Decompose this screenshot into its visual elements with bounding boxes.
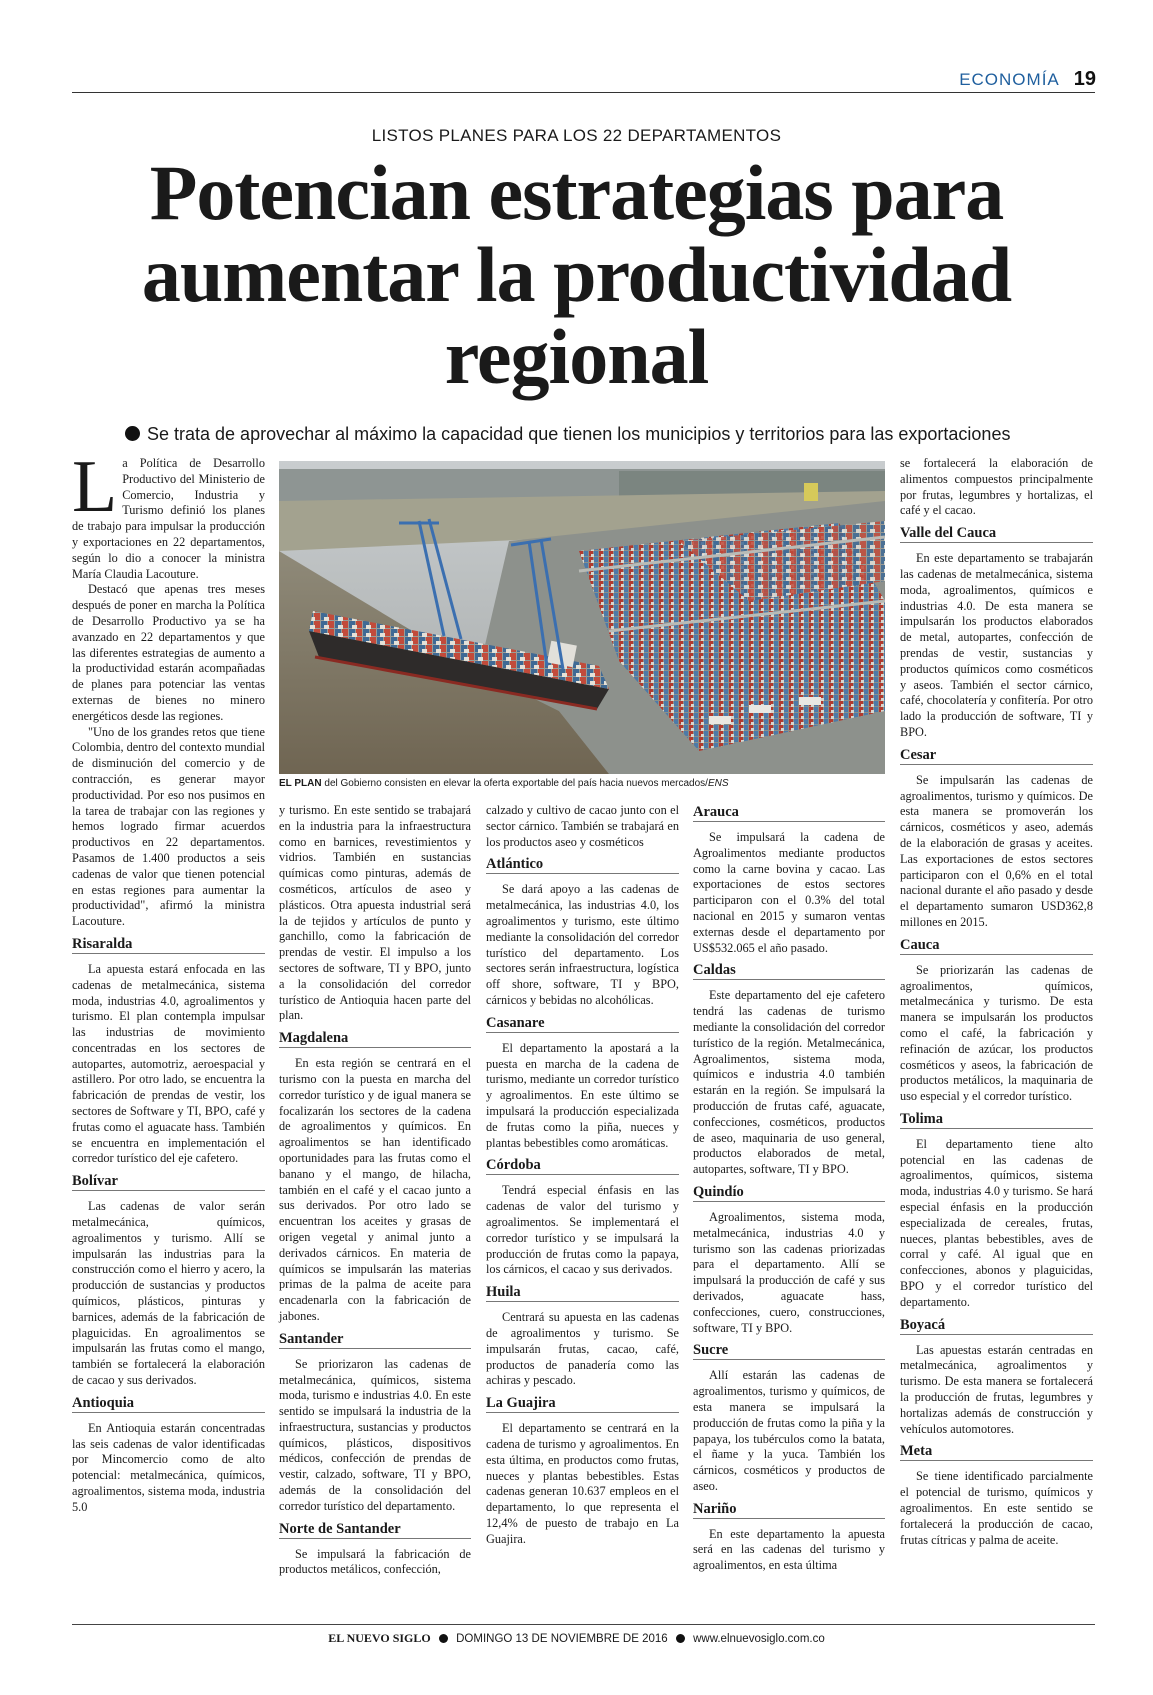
column-2 [279, 803, 471, 1578]
section-title-antioquia: Antioquia [72, 1394, 265, 1413]
section-title-cesar: Cesar [900, 746, 1093, 765]
section-title-cordoba: Córdoba [486, 1156, 679, 1175]
section-title-caldas: Caldas [693, 961, 885, 980]
section-title-santander: Santander [279, 1330, 471, 1349]
deck-text: Se trata de aprovechar al máximo la capacidad que tienen los municipios y territorios para las exportaciones [147, 424, 1011, 444]
newspaper-brand: EL NUEVO SIGLO [328, 1631, 431, 1645]
kicker: LISTOS PLANES PARA LOS 22 DEPARTAMENTOS [371, 126, 782, 145]
section-title-valle: Valle del Cauca [900, 524, 1093, 543]
header-rule [72, 92, 1095, 93]
section-text-cauca: Se priorizarán las cadenas de agroalimentos, químicos, metalmecánica y turismo. De esta manera se impulsarán los productos como el café, la fabricación y refinación de azúcar, los productos cosméticos y aseos, la fabricación de productos metálicos, la maquinaria de uso especial y el corredor turístico. [900, 962, 1093, 1104]
section-title-bolivar: Bolívar [72, 1172, 265, 1191]
section-title-casanare: Casanare [486, 1014, 679, 1033]
section-text-risaralda: La apuesta estará enfocada en las cadenas de metalmecánica, sistema moda, industrias 4.0, agroalimentos y turismo. El plan contempla impulsar las industrias de movimiento concentradas en los sectores de autopartes, automotriz, aeroespacial y astillero. Por otro lado, se encuentra la fabricación de prendas de vestir, los sectores de Software y TI, BPO, café y frutas como el aguacate hass. También se encuentra en implementación el corredor turístico del eje cafetero. [72, 961, 265, 1166]
section-text-magdalena: En esta región se centrará en el turismo con la puesta en marcha del corredor turístico y de igual manera se focalizarán los sectores de la cadena de agroalimentos y químicos. En agroalimentos se han identificado oportunidades para las frutas como el banano y el mango, de hilacha, también en el café y el cacao junto a sus derivados. Por otro lado se encuentran los aceites y grasas de origen vegetal y animal junto a derivados cárnicos. En materia de químicos se impulsarán las materias primas de la palma de aceite para encadenarla con la fabricación de jabones. [279, 1056, 471, 1323]
section-text-boyaca: Las apuestas estarán centradas en metalmecánica, agroalimentos y turismo. De esta manera se fortalecerá la producción de frutas, legumbres y hortalizas además de construcción y vehículos automotores. [900, 1342, 1093, 1436]
column-1 [72, 446, 265, 1516]
page-number: 19 [1073, 68, 1096, 90]
deck [125, 424, 1065, 445]
section-title-guajira: La Guajira [486, 1394, 679, 1413]
section-title-quindio: Quindío [693, 1183, 885, 1202]
headline: Potencian estrategias para aumentar la productividad regional [141, 149, 1012, 400]
section-text-guajira: El departamento se centrará en la cadena de turismo y agroalimentos. En esta última, en productos como frutas, nueces y plantas bebestibles. Estas cadenas generan 10.637 empleos en el departamento, lo que representa el 12,4% de puesto de trabajo en La Guajira. [486, 1421, 679, 1546]
intro-paragraph-3: "Uno de los grandes retos que tiene Colombia, dentro del contexto mundial de disminución del comercio y de contracción, es generar mayor productividad. Por eso nos pusimos en la tarea de trabajar con las regiones y hemos logrado firmar acuerdos productivos en 22 departamentos. Pasamos de 1.400 productos a seis cadenas de valor que tienen potencial en estas regiones para aumentar la productividad", afirmó la ministra Lacouture. [72, 724, 265, 929]
section-name: ECONOMÍA [959, 70, 1060, 89]
bullet-icon [125, 426, 140, 441]
section-text-cordoba: Tendrá especial énfasis en las cadenas de valor del turismo y agroalimentos. Se implementará el corredor turístico y se impulsará la producción de frutas como la papaya, los cárnicos, el cacao y sus derivados. [486, 1183, 679, 1277]
bullet-icon [676, 1634, 685, 1643]
section-title-sucre: Sucre [693, 1341, 885, 1360]
bullet-icon [439, 1634, 448, 1643]
section-text-sucre: Allí estarán las cadenas de agroalimentos, turismo y químicos, de esta manera se impulsará la producción de frutas como la piña y la papaya, los tubérculos como la batata, el ñame y la yuca. También los cárnicos, cosméticos y productos de aseo. [693, 1368, 885, 1493]
footer-rule [72, 1624, 1095, 1625]
section-text-quindio: Agroalimentos, sistema moda, metalmecánica, industrias 4.0 y turismo son las cadenas priorizadas para el departamento. Allí se impulsará la producción de café y sus derivados, aguacate hass, confecciones, cuero, construcciones, software, TI y BPO. [693, 1209, 885, 1335]
section-text-antioquia-cont: y turismo. En este sentido se trabajará en la industria para la infraestructura como en barnices, revestimientos y vidrios. También en sustancias químicas como pinturas, además de cosméticos, artículos de aseo y plásticos. Otra apuesta industrial será la de tejidos y artículos de punto y ganchillo, como la fabricación de prendas de vestir. El impulso a los sectores de software, TI y BPO, junto a la consolidación del corredor turístico de Antioquia hacen parte del plan. [279, 803, 471, 1023]
page-header [959, 68, 1096, 91]
section-text-atlantico: Se dará apoyo a las cadenas de metalmecánica, las industrias 4.0, los agroalimentos y turismo, este último mediante la consolidación del corredor turístico del departamento. Los sectores serán infraestructura, logística off shore, software, TI y BPO, cárnicos y bebidas no alcohólicas. [486, 882, 679, 1007]
column-3 [486, 803, 679, 1547]
section-text-cesar: Se impulsarán las cadenas de agroalimentos, turismo y químicos. De esta manera se promoverán los cárnicos, cosméticos y aseo, además de la elaboración de grasas y aceites. Las exportaciones de estos sectores participaron con el 0,6% en el total nacional durante el año pasado y desde el departamento sumaron USD362,8 millones en 2015. [900, 772, 1093, 929]
section-title-tolima: Tolima [900, 1110, 1093, 1129]
port-container-ship-photo [279, 461, 885, 774]
section-text-arauca: Se impulsará la cadena de Agroalimentos mediante productos como la carne bovina y cacao. Las exportaciones de estos sectores participaron con el 0.3% del total nacional en 2015 y sumaron ventas externas desde el departamento por US$532.065 el año pasado. [693, 830, 885, 955]
section-title-arauca: Arauca [693, 803, 885, 822]
section-text-norte-santander: Se impulsará la fabricación de productos metálicos, confección, [279, 1546, 471, 1577]
section-title-huila: Huila [486, 1283, 679, 1302]
section-title-magdalena: Magdalena [279, 1029, 471, 1048]
column-4 [693, 803, 885, 1574]
intro-paragraph-2: Destacó que apenas tres meses después de poner en marcha la Política de Desarrollo Productivo ya se ha avanzado en 22 departamentos y que las diferentes estrategias de aumento a la productividad estarán acompañadas de planes para potenciar las ventas externas de bienes no minero energéticos desde las regiones. [72, 582, 265, 723]
section-title-cauca: Cauca [900, 936, 1093, 955]
section-text-valle: En este departamento se trabajarán las cadenas de metalmecánica, sistema moda, agroalimentos, químicos e industrias 4.0. De esta manera se impulsarán los productos elaborados de metal, autopartes, confección de prendas de vestir, sustancias y productos químicos como cosméticos y aseos. También el sector cárnico, café, chocolatería y confitería. Por otro lado la producción de software, TI y BPO. [900, 551, 1093, 739]
section-title-norte-santander: Norte de Santander [279, 1520, 471, 1539]
section-text-casanare: El departamento la apostará a la puesta en marcha de la cadena de turismo, mediante un corredor turístico y agroalimentos. En este último se impulsará la producción especializada de frutas como la piña, nueces y plantas bebestibles como aromáticas. [486, 1040, 679, 1150]
section-text-huila: Centrará su apuesta en las cadenas de agroalimentos y turismo. Se impulsarán frutas, cacao, café, productos de panadería como las achiras y pescado. [486, 1310, 679, 1388]
section-text-meta: Se tiene identificado parcialmente el potencial de turismo, químicos y agroalimentos. En este sentido se fortalecerá la producción de cacao, frutas cítricas y palma de aceite. [900, 1469, 1093, 1547]
footer-date: DOMINGO 13 DE NOVIEMBRE DE 2016 [456, 1633, 668, 1645]
section-title-atlantico: Atlántico [486, 855, 679, 874]
section-title-narino: Nariño [693, 1500, 885, 1519]
footer-url[interactable]: www.elnuevosiglo.com.co [693, 1633, 825, 1645]
section-title-meta: Meta [900, 1442, 1093, 1461]
section-text-santander: Se priorizaron las cadenas de metalmecánica, químicos, sistema moda, turismo e industrias 4.0. En este sentido se impulsará la industria de la infraestructura, sustancias y productos químicos, plásticos, dispositivos médicos, confección de prendas de vestir, calzado, software, TI y BPO, además de la consolidación del corredor turístico del departamento. [279, 1356, 471, 1513]
section-text-bolivar: Las cadenas de valor serán metalmecánica, químicos, agroalimentos y turismo. Allí se impulsarán las industrias para la construcción como el hierro y acero, la producción de sustancias y productos químicos, plásticos, pinturas y barnices, además de la fabricación de plaguicidas. En agroalimentos se impulsarán las frutas como el mango, también se fortalecerá la elaboración de cacao y sus derivados. [72, 1199, 265, 1388]
page-footer [0, 1631, 1153, 1646]
section-text-tolima: El departamento tiene alto potencial en las cadenas de agroalimentos, químicos, sistema moda, industrias 4.0 y turismo. Se hará especial énfasis en la producción especializada de cereales, frutas, nueces, plantas bebestibles, aves de corral y café. Al igual que en confecciones, abonos y plaguicidas, BPO y el corredor turístico del departamento. [900, 1136, 1093, 1309]
section-text-norte-santander-cont: calzado y cultivo de cacao junto con el sector cárnico. También se trabajará en los productos aseo y cosméticos [486, 803, 679, 849]
intro-paragraph-1: La Política de Desarrollo Productivo del Ministerio de Comercio, Industria y Turismo definió los planes de trabajo para impulsar la producción y exportaciones en 22 departamentos, según lo dio a conocer la ministra María Claudia Lacouture. [72, 446, 265, 581]
section-text-antioquia: En Antioquia estarán concentradas las seis cadenas de valor identificadas por Mincomercio como de alto potencial: metalmecánica, químicos, agroalimentos, sistema moda, industria 5.0 [72, 1420, 265, 1514]
column-5 [900, 456, 1093, 1548]
caption-lead: EL PLAN [279, 778, 322, 789]
drop-cap: L [72, 446, 118, 528]
photo-caption [279, 778, 885, 789]
section-text-narino: En este departamento la apuesta será en las cadenas del turismo y agroalimentos, en esta última [693, 1526, 885, 1573]
section-title-risaralda: Risaralda [72, 935, 265, 954]
caption-credit: ENS [707, 778, 729, 789]
section-text-caldas: Este departamento del eje cafetero tendrá las cadenas de turismo mediante la consolidación del corredor turístico de la región. Metalmecánica, Agroalimentos, sistema moda, químicos e industria 4.0 también estarán en la región. Se impulsará la producción de frutas café, aguacate, confecciones, cosméticos, productos de aseo, maquinaria de uso general, productos elaborados de metal, autopartes, software, TI y BPO. [693, 988, 885, 1177]
section-title-boyaca: Boyacá [900, 1316, 1093, 1335]
section-text-narino-cont: se fortalecerá la elaboración de alimentos compuestos principalmente por frutas, legumbres y hortalizas, el café y el cacao. [900, 456, 1093, 518]
photo-illustration [279, 461, 885, 774]
caption-text: del Gobierno consisten en elevar la oferta exportable del país hacia nuevos mercados/ [321, 778, 708, 789]
